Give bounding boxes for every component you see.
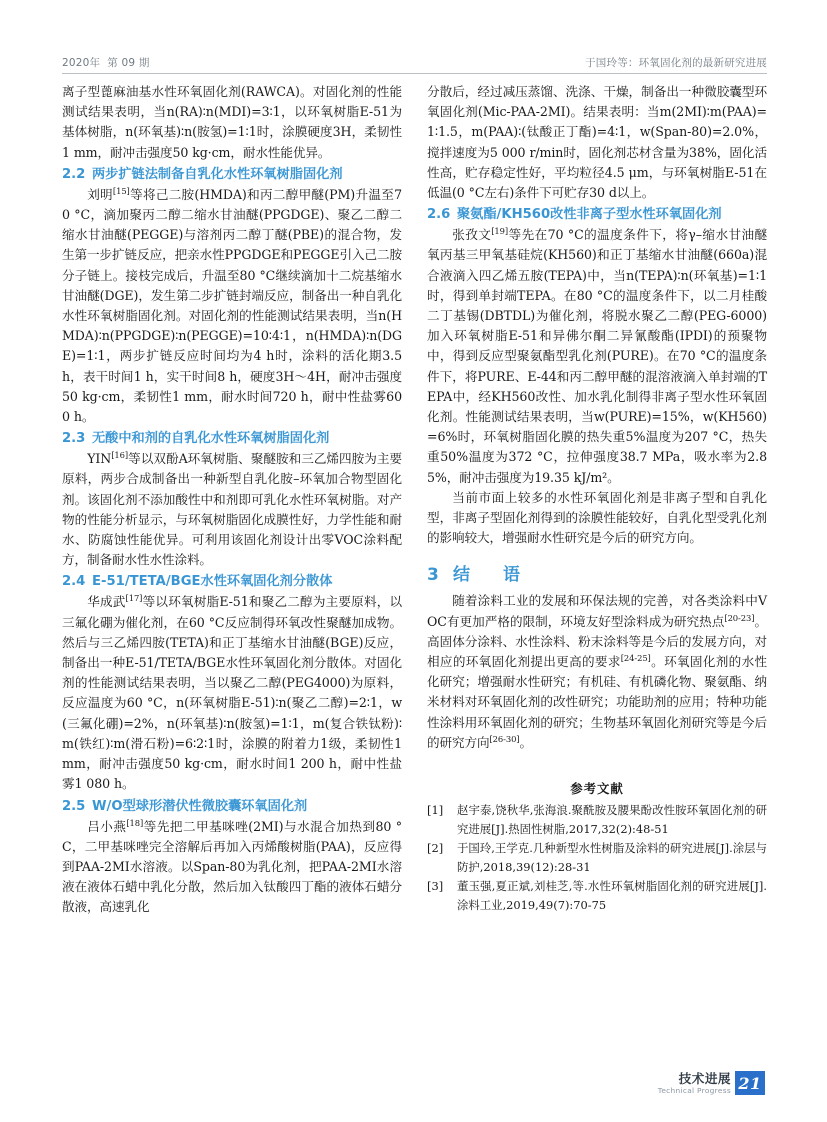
page-footer — [658, 1066, 765, 1100]
section-heading-3 — [427, 562, 767, 588]
section-heading-2-5 — [62, 796, 402, 817]
conclusion-text-a: 随着涂料工业的发展和环保法规的完善，对各类涂料中VOC有更加严格的限制，环境友好型涂料成为研究热点 — [427, 593, 767, 629]
author-name: 吕小燕 — [87, 818, 127, 834]
references-heading: 参考文献 — [570, 781, 624, 797]
author-name: 张孜文 — [452, 227, 492, 243]
citation-marker: [17] — [125, 593, 143, 604]
section-number: 2.2 — [62, 166, 86, 182]
citation-marker: [15] — [112, 185, 130, 196]
reference-number: [1] — [427, 803, 444, 818]
section-number: 2.6 — [427, 207, 451, 223]
two-column-body — [62, 82, 767, 1032]
running-header-title: 于国玲等：环氧固化剂的最新研究进展 — [585, 57, 767, 69]
paragraph-conclusion — [427, 591, 767, 753]
section-heading-2-3 — [62, 428, 402, 449]
left-column — [62, 82, 402, 1032]
footer-label-en: Technical Progress — [657, 1085, 731, 1095]
reference-text: 董玉强,夏正斌,刘桂芝,等.水性环氧树脂固化剂的研究进展[J].涂料工业,2019,49(7):70-75 — [457, 879, 767, 913]
footer-label-cn: 技术进展 — [678, 1070, 731, 1086]
section-title: 两步扩链法制备自乳化水性环氧树脂固化剂 — [92, 166, 343, 182]
conclusion-text-b: 。高固体分涂料、水性涂料、粉末涂料等是今后的发展方向，对相应的环氧固化剂提出更高的要求 — [427, 613, 768, 670]
author-name: YIN — [87, 451, 112, 467]
section-title: 聚氨酯/KH560改性非离子型水性环氧固化剂 — [457, 207, 722, 223]
citation-marker: [16] — [111, 450, 128, 461]
section-number: 2.3 — [62, 431, 86, 447]
reference-number: [2] — [427, 841, 444, 856]
conclusion-text-d: 。 — [519, 734, 532, 750]
citation-marker: [24-25] — [620, 652, 651, 663]
paragraph-2-4 — [62, 592, 402, 794]
citation-marker: [19] — [491, 226, 509, 237]
paragraph-continued-right: 分散后，经过减压蒸馏、洗涤、干燥，制备出一种微胶囊型环氧固化剂(Mic-PAA-2MI)。结果表明：当m(2MI)∶m(PAA)=1∶1.5，m(PAA)∶(钛酸正丁酯)=4∶1，w(Span-80)=2.0%，搅拌速度为5 000 r/min时，固化剂芯材含量为38%，固化活性高，贮存稳定性好，平均粒径4.5 μm，与环氧树脂E-51在低温(0 °C左右)条件下可贮存30 d以上。 — [427, 84, 767, 201]
author-name: 华成武 — [87, 594, 126, 610]
section-heading-2-2 — [62, 164, 402, 185]
section-heading-2-4 — [62, 571, 402, 592]
conclusion-text-c: 。环氧固化剂的水性化研究；增强耐水性研究；有机硅、有机磷化物、聚氨酯、纳米材料对环氧固化剂的改性研究；功能助剂的应用；特种功能性涂料用环氧固化剂的研究；生物基环氧固化剂研究等是今后的研究方向 — [427, 654, 767, 750]
paragraph-2-5 — [62, 817, 402, 918]
citation-marker: [18] — [126, 817, 144, 828]
running-header-issue: 2020年 第 09 期 — [62, 57, 150, 69]
citation-marker: [26-30] — [489, 733, 520, 744]
paragraph-text: 等先把二甲基咪唑(2MI)与水混合加热到80 °C，二甲基咪唑完全溶解后再加入丙烯酸树脂(PAA)，反应得到PAA-2MI水溶液。以Span-80为乳化剂，把PAA-2MI水溶液在液体石蜡中乳化分散，然后加入钛酸四丁酯的液体石蜡分散液，高速乳化 — [62, 818, 403, 915]
reference-item — [427, 839, 767, 876]
page-number-badge: 21 — [735, 1071, 765, 1095]
footer-labels — [658, 1072, 731, 1095]
reference-text: 于国玲,王学克.几种新型水性树脂及涂料的研究进展[J].涂层与防护,2018,39(12):28-31 — [457, 841, 767, 874]
author-name: 刘明 — [87, 186, 113, 202]
paragraph-text: 等以双酚A环氧树脂、聚醚胺和三乙烯四胺为主要原料，两步合成制备出一种新型自乳化胺–环氧加合物型固化剂。该固化剂不添加酸性中和剂即可乳化水性环氧树脂。对产物的性能分析显示，与环氧树脂固化成膜性好，力学性能和耐水、防腐蚀性能优异。可利用该固化剂设计出零VOC涂料配方，制备耐水性水性涂料。 — [62, 451, 402, 568]
reference-text: 赵宇泰,饶秋华,张海浪.聚酰胺及腰果酚改性胺环氧固化剂的研究进展[J].热固性树脂,2017,32(2):48-51 — [457, 803, 767, 836]
section-title: 无酸中和剂的自乳化水性环氧树脂固化剂 — [92, 431, 330, 447]
running-header — [62, 48, 767, 74]
paragraph-continued-left: 离子型蓖麻油基水性环氧固化剂(RAWCA)。对固化剂的性能测试结果表明，当n(RA)∶n(MDI)=3∶1，以环氧树脂E-51为基体树脂，n(环氧基)∶n(胺氢)=1∶1时，涂膜硬度3H，柔韧性1 mm，耐冲击强度50 kg·cm，耐水性能优异。 — [62, 84, 402, 160]
reference-number: [3] — [427, 879, 444, 894]
paragraph-text: 等以环氧树脂E-51和聚乙二醇为主要原料，以三氟化硼为催化剂，在60 °C反应制得环氧改性聚醚加成物。然后与三乙烯四胺(TETA)和正丁基缩水甘油醚(BGE)反应，制备出一种E-51/TETA/BGE水性环氧固化剂分散体。对固化剂的性能测试结果表明，当以聚乙二醇(PEG4000)为原料，反应温度为60 °C，n(环氧树脂E-51)∶n(聚乙二醇)=2∶1，w(三氟化硼)=2%，n(环氧基)∶n(胺氢)=1∶1，m(复合铁钛粉)∶m(铁红)∶m(滑石粉)=6∶2∶1时，涂膜的附着力1级，柔韧性1 mm，耐冲击强度50 kg·cm，耐水时间1 200 h，耐中性盐雾1 080 h。 — [62, 594, 403, 792]
paragraph-2-2 — [62, 185, 402, 427]
section-number: 2.4 — [62, 574, 86, 590]
section-title: 结 语 — [453, 565, 528, 586]
section-number: 3 — [427, 565, 440, 586]
paragraph-closing: 当前市面上较多的水性环氧固化剂是非离子型和自乳化型，非离子型固化剂得到的涂膜性能较好，自乳化型受乳化剂的影响较大，增强耐水性研究是今后的研究方向。 — [427, 489, 767, 546]
section-number: 2.5 — [62, 798, 86, 814]
right-column — [427, 82, 767, 1032]
paragraph-text: 等将己二胺(HMDA)和丙二醇甲醚(PM)升温至70 °C，滴加聚丙二醇二缩水甘油醚(PPGDGE)、聚乙二醇二缩水甘油醚(PEGGE)与溶剂丙二醇丁醚(PBE)的混合物，发生第一步扩链反应，把亲水性PPGDGE和PEGGE引入己二胺分子链上。接枝完成后，升温至80 °C继续滴加十二烷基缩水甘油醚(DGE)，发生第二步扩链封端反应，制备出一种自乳化水性环氧树脂固化剂。对固化剂的性能测试结果表明，当n(HMDA)∶n(PPGDGE)∶n(PEGGE)=10∶4∶1，n(HMDA)∶n(DGE)=1∶1，两步扩链反应时间均为4 h时，涂料的活化期3.5 h，表干时间1 h，实干时间8 h，硬度3H～4H，耐冲击强度50 kg·cm，柔韧性1 mm，耐水时间720 h，耐中性盐雾600 h。 — [62, 186, 402, 425]
reference-item — [427, 877, 767, 914]
section-title: W/O型球形潜伏性微胶囊环氧固化剂 — [92, 798, 308, 814]
section-title: E-51/TETA/BGE水性环氧固化剂分散体 — [92, 574, 333, 590]
citation-marker: [20-23] — [724, 612, 755, 623]
paragraph-2-6 — [427, 225, 767, 488]
section-heading-2-6 — [427, 204, 767, 225]
paragraph-text: 等先在70 °C的温度条件下，将γ–缩水甘油醚氧丙基三甲氧基硅烷(KH560)和正丁基缩水甘油醚(660a)混合液滴入四乙烯五胺(TEPA)中，当n(TEPA)∶n(环氧基)=1∶1时，得到单封端TEPA。在80 °C的温度条件下，以二月桂酸二丁基锡(DBTDL)为催化剂，将脱水聚乙二醇(PEG-6000)加入环氧树脂E-51和异佛尔酮二异氰酸酯(IPDI)的预聚物中，得到反应型聚氨酯型乳化剂(PURE)。在70 °C的温度条件下，将PURE、E-44和丙二醇甲醚的混溶液滴入单封端的TEPA中，经KH560改性、加水乳化制得非离子型水性环氧固化剂。性能测试结果表明，当w(PURE)=15%，w(KH560)=6%时，环氧树脂固化膜的热失重5%温度为207 °C，热失重50%温度为372 °C，拉伸强度38.7 MPa，吸水率为2.85%，耐冲击强度为19.35 kJ/m²。 — [427, 227, 767, 485]
reference-item — [427, 801, 767, 838]
paragraph-2-3 — [62, 449, 402, 570]
